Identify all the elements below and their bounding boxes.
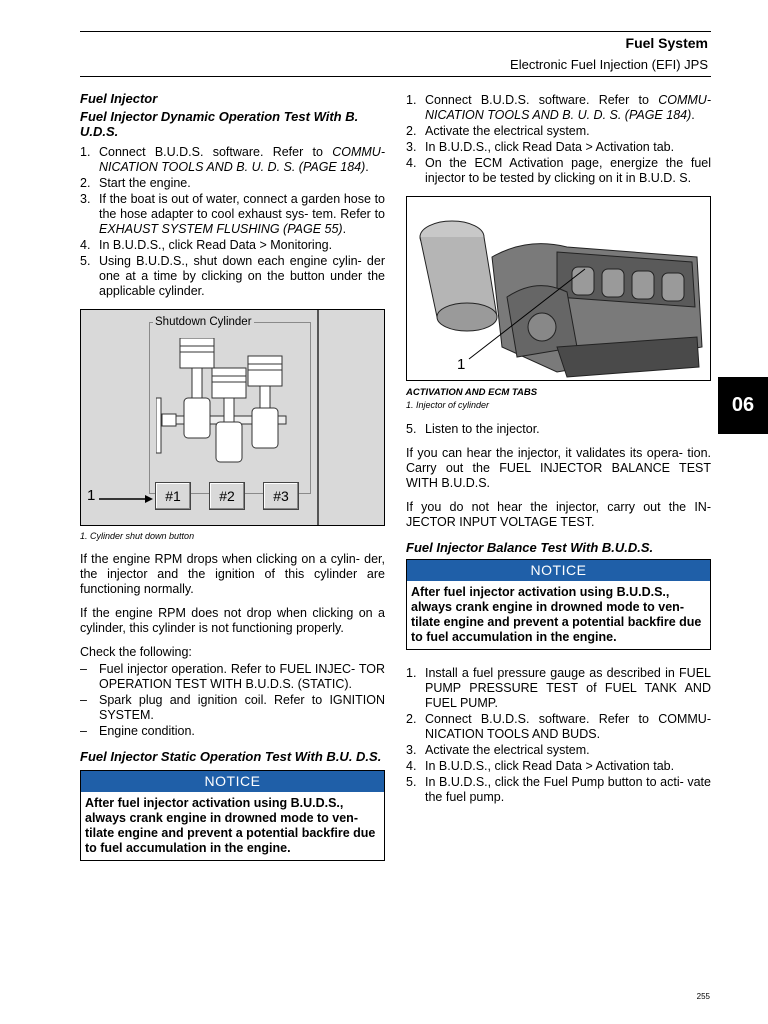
list-item: 3. Activate the electrical system. xyxy=(406,743,590,757)
list-item: 5. Using B.U.D.S., shut down each engine cylin- der one at a time by clicking on the button under the applicable cylinder. xyxy=(80,254,385,298)
cylinder-2-button[interactable]: #2 xyxy=(209,482,245,510)
notice-title: NOTICE xyxy=(407,560,710,581)
subsection-title: Electronic Fuel Injection (EFI) JPS xyxy=(510,57,708,72)
section-title: Fuel System xyxy=(625,35,708,51)
check-list xyxy=(80,662,385,739)
static-test-heading: Fuel Injector Static Operation Test With B.U. D.S. xyxy=(80,749,382,764)
header-rule-bottom xyxy=(80,76,711,77)
list-item: 1. Install a fuel pressure gauge as described in FUEL PUMP PRESSURE TEST of FUEL TANK AND FUEL PUMP. xyxy=(406,666,711,710)
chapter-tab: 06 xyxy=(718,377,768,434)
list-item: – Spark plug and ignition coil. Refer to IGNITION SYSTEM. xyxy=(80,693,385,722)
notice-title: NOTICE xyxy=(81,771,384,792)
list-item: 1. Connect B.U.D.S. software. Refer to COMMU- NICATION TOOLS AND B. U. D. S. (PAGE 184). xyxy=(406,93,711,122)
check-label: Check the following: xyxy=(80,645,192,659)
right-column xyxy=(406,93,711,806)
figure-title: ACTIVATION AND ECM TABS xyxy=(406,387,538,398)
list-item: 2. Activate the electrical system. xyxy=(406,124,590,138)
list-item: 2. Connect B.U.D.S. software. Refer to COMMU- NICATION TOOLS AND BUDS. xyxy=(406,712,711,741)
list-item: 2. Start the engine. xyxy=(80,176,191,190)
shutdown-panel-title: Shutdown Cylinder xyxy=(155,316,252,328)
rpm-no-drop-paragraph: If the engine RPM does not drop when clicking on a cylinder, this cylinder is not functioning properly. xyxy=(80,606,385,635)
static-steps xyxy=(406,93,711,186)
figure-caption: 1. Injector of cylinder xyxy=(406,400,490,410)
page-number: 255 xyxy=(696,992,710,1001)
dynamic-test-heading: Fuel Injector Dynamic Operation Test With B. U.D.S. xyxy=(80,109,359,139)
left-column xyxy=(80,91,385,861)
engine-piston-icon xyxy=(156,338,296,473)
engine-figure xyxy=(406,196,711,381)
rpm-drop-paragraph: If the engine RPM drops when clicking on a cylin- der, the injector and the ignition of this cylinder are functioning normally. xyxy=(80,552,385,596)
balance-test-heading: Fuel Injector Balance Test With B.U.D.S. xyxy=(406,540,654,555)
header-rule-top xyxy=(80,31,711,32)
callout-arrow-icon xyxy=(99,494,153,504)
list-item: 4. In B.U.D.S., click Read Data > Monitoring. xyxy=(80,238,333,252)
no-hear-paragraph: If you do not hear the injector, carry out the IN- JECTOR INPUT VOLTAGE TEST. xyxy=(406,500,711,529)
notice-body: After fuel injector activation using B.U.D.S., always crank engine in drowned mode to ven- tilate engine and prevent a potential backfire due to fuel accumulation in the engine. xyxy=(85,796,376,855)
figure-callout: 1 xyxy=(87,487,96,504)
list-item: 5. In B.U.D.S., click the Fuel Pump button to acti- vate the fuel pump. xyxy=(406,775,711,804)
notice-body: After fuel injector activation using B.U.D.S., always crank engine in drowned mode to ven- tilate engine and prevent a potential backfire due to fuel accumulation in the engine. xyxy=(411,585,702,644)
figure-caption: 1. Cylinder shut down button xyxy=(80,531,195,541)
shutdown-cylinder-figure xyxy=(80,309,385,526)
list-item: – Fuel injector operation. Refer to FUEL INJEC- TOR OPERATION TEST WITH B.U.D.S. (STATIC). xyxy=(80,662,385,691)
notice-box xyxy=(80,770,385,861)
cylinder-1-button[interactable]: #1 xyxy=(155,482,191,510)
fuel-injector-heading: Fuel Injector xyxy=(80,91,158,106)
balance-steps xyxy=(406,666,711,805)
dynamic-steps xyxy=(80,145,385,299)
list-item: 4. On the ECM Activation page, energize the fuel injector to be tested by clicking on it in B.U.D. S. xyxy=(406,156,711,185)
figure-callout: 1 xyxy=(457,356,466,373)
list-item: 3. In B.U.D.S., click Read Data > Activation tab. xyxy=(406,140,675,154)
panel-divider xyxy=(317,310,319,525)
hear-injector-paragraph: If you can hear the injector, it validates its opera- tion. Carry out the FUEL INJECTOR BALANCE TEST WITH B.U.D.S. xyxy=(406,446,711,490)
list-item: 4. In B.U.D.S., click Read Data > Activation tab. xyxy=(406,759,675,773)
cylinder-3-button[interactable]: #3 xyxy=(263,482,299,510)
list-item: – Engine condition. xyxy=(80,724,195,738)
list-item: 3. If the boat is out of water, connect a garden hose to the hose adapter to cool exhaust sys- tem. Refer to EXHAUST SYSTEM FLUSHING (PAGE 55). xyxy=(80,192,385,236)
listen-step: 5. Listen to the injector. xyxy=(406,422,540,436)
list-item: 1. Connect B.U.D.S. software. Refer to COMMU- NICATION TOOLS AND B. U. D. S. (PAGE 184). xyxy=(80,145,385,174)
notice-box xyxy=(406,559,711,650)
engine-illustration xyxy=(407,197,710,380)
